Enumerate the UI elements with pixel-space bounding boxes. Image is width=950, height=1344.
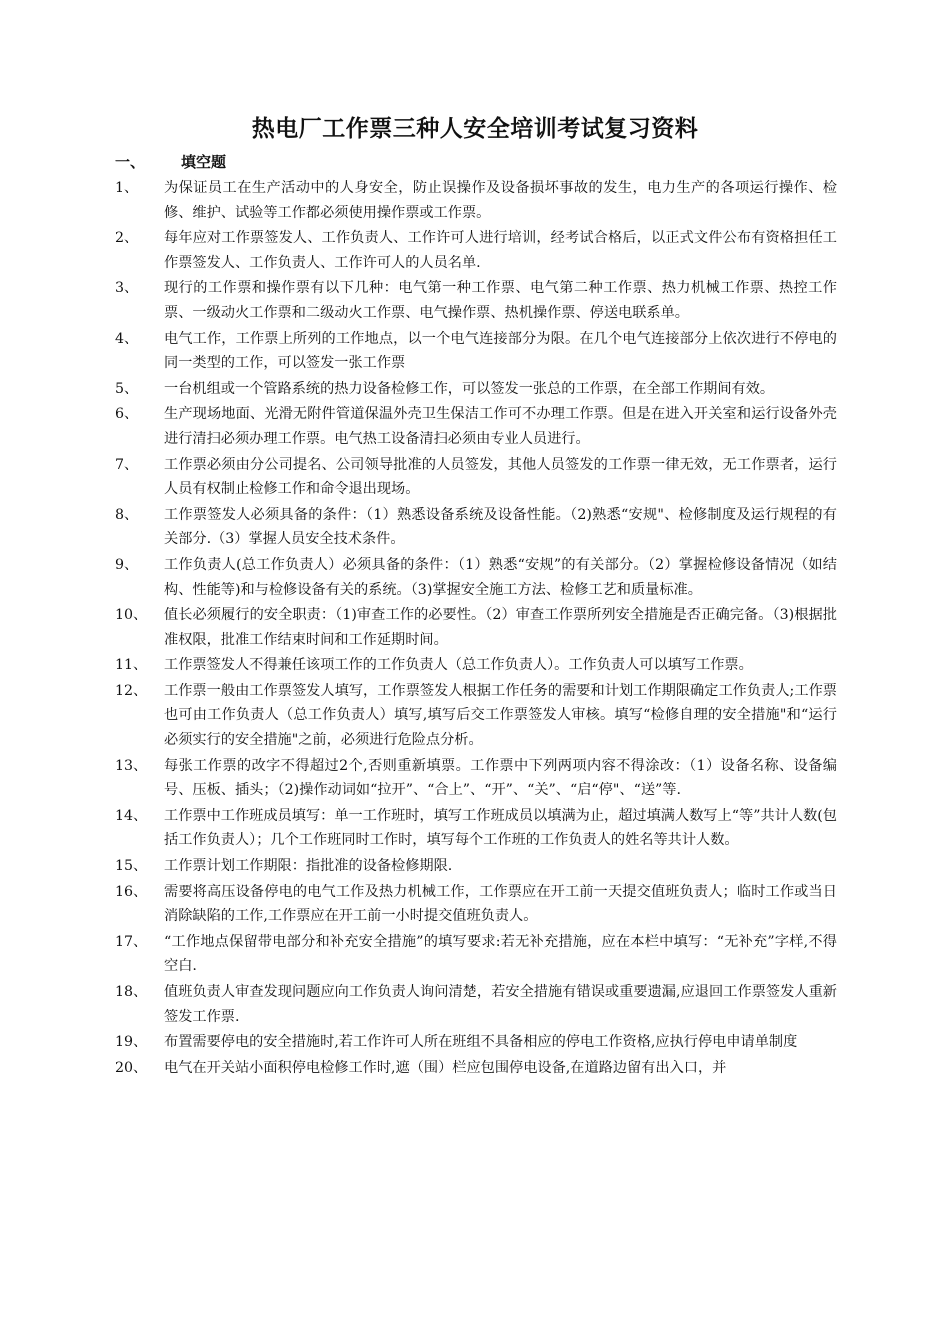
list-item bbox=[115, 679, 837, 753]
section-number: 一、 bbox=[115, 153, 146, 171]
item-text: 现行的工作票和操作票有以下几种：电气第一种工作票、电气第二种工作票、热力机械工作票、热控工作票、一级动火工作票和二级动火工作票、电气操作票、热机操作票、停送电联系单。 bbox=[164, 280, 837, 321]
item-number: 8、 bbox=[115, 506, 139, 523]
item-text: 工作票中工作班成员填写：单一工作班时，填写工作班成员以填满为止，超过填满人数写上“等”共计人数(包括工作负责人）；几个工作班同时工作时，填写每个工作班的工作负责人的姓名等共计人数。 bbox=[164, 807, 837, 849]
list-item bbox=[115, 653, 837, 678]
list-item bbox=[115, 327, 837, 376]
item-number: 2、 bbox=[115, 230, 139, 247]
section-heading bbox=[115, 151, 226, 172]
list-item bbox=[115, 402, 837, 451]
item-text: 布置需要停电的安全措施时,若工作许可人所在班组不具备相应的停电工作资格,应执行停电申请单制度 bbox=[164, 1034, 798, 1051]
item-text: 工作票计划工作期限：指批准的设备检修期限. bbox=[164, 858, 453, 875]
list-item bbox=[115, 880, 837, 929]
item-text: 值班负责人审查发现问题应向工作负责人询问清楚，若安全措施有错误或重要遗漏,应退回工作票签发人重新签发工作票. bbox=[164, 984, 837, 1025]
list-item bbox=[115, 503, 837, 552]
item-text: 工作票一般由工作票签发人填写，工作票签发人根据工作任务的需要和计划工作期限确定工作负责人;工作票也可由工作负责人（总工作负责人）填写,填写后交工作票签发人审核。填写“检修自理的安全措施"和“运行必须实行的安全措施"之前，必须进行危险点分析。 bbox=[164, 682, 837, 749]
list-item bbox=[115, 754, 837, 803]
item-number: 15、 bbox=[115, 858, 148, 875]
item-text: 工作票签发人不得兼任该项工作的工作负责人（总工作负责人）。工作负责人可以填写工作票。 bbox=[164, 657, 753, 674]
item-number: 20、 bbox=[115, 1059, 148, 1076]
list-item bbox=[115, 930, 837, 979]
item-text: “工作地点保留带电部分和补充安全措施”的填写要求:若无补充措施，应在本栏中填写：“无补充”字样,不得空白. bbox=[164, 933, 837, 975]
list-item bbox=[115, 377, 837, 402]
item-text: 每年应对工作票签发人、工作负责人、工作许可人进行培训，经考试合格后，以正式文件公布有资格担任工作票签发人、工作负责人、工作许可人的人员名单. bbox=[164, 230, 837, 271]
item-text: 工作票必须由分公司提名、公司领导批准的人员签发，其他人员签发的工作票一律无效，无工作票者，运行人员有权制止检修工作和命令退出现场。 bbox=[164, 456, 837, 498]
section-title: 填空题 bbox=[181, 153, 227, 171]
item-number: 11、 bbox=[115, 657, 148, 674]
item-number: 7、 bbox=[115, 456, 139, 473]
list-item bbox=[115, 276, 837, 325]
item-text: 值长必须履行的安全职责：（1)审查工作的必要性。（2）审查工作票所列安全措施是否正确完备。（3)根据批准权限，批准工作结束时间和工作延期时间。 bbox=[164, 607, 837, 648]
item-text: 生产现场地面、光滑无附件管道保温外壳卫生保洁工作可不办理工作票。但是在进入开关室和运行设备外壳进行清扫必须办理工作票。电气热工设备清扫必须由专业人员进行。 bbox=[164, 406, 837, 447]
item-text: 为保证员工在生产活动中的人身安全，防止误操作及设备损坏事故的发生，电力生产的各项运行操作、检修、维护、试验等工作都必须使用操作票或工作票。 bbox=[164, 180, 837, 221]
list-item bbox=[115, 553, 837, 602]
item-number: 5、 bbox=[115, 380, 139, 397]
list-item bbox=[115, 854, 837, 879]
item-number: 18、 bbox=[115, 984, 148, 1000]
list-item bbox=[115, 1030, 837, 1055]
item-text: 电气工作，工作票上所列的工作地点，以一个电气连接部分为限。在几个电气连接部分上依次进行不停电的同一类型的工作，可以签发一张工作票 bbox=[164, 330, 837, 372]
document-title: 热电厂工作票三种人安全培训考试复习资料 bbox=[251, 116, 699, 142]
item-number: 13、 bbox=[115, 757, 148, 774]
list-item bbox=[115, 453, 837, 502]
item-number: 14、 bbox=[115, 807, 148, 824]
item-number: 1、 bbox=[115, 180, 139, 196]
list-item bbox=[115, 226, 837, 275]
item-number: 6、 bbox=[115, 406, 139, 423]
question-list bbox=[115, 176, 837, 1081]
item-number: 10、 bbox=[115, 607, 148, 624]
list-item bbox=[115, 603, 837, 652]
item-number: 17、 bbox=[115, 933, 148, 950]
list-item bbox=[115, 176, 837, 225]
item-text: 每张工作票的改字不得超过2个,否则重新填票。工作票中下列两项内容不得涂改：（1）设备名称、设备编号、压板、插头；（2)操作动词如“拉开”、“合上”、“开”、“关”、“启“停"、“送”等. bbox=[164, 757, 837, 799]
item-number: 12、 bbox=[115, 682, 148, 699]
list-item bbox=[115, 980, 837, 1029]
item-text: 电气在开关站小面积停电检修工作时,遮（围）栏应包围停电设备,在道路边留有出入口，并 bbox=[164, 1059, 727, 1076]
item-number: 4、 bbox=[115, 330, 139, 347]
item-number: 3、 bbox=[115, 280, 139, 297]
item-number: 16、 bbox=[115, 883, 148, 900]
item-text: 一台机组或一个管路系统的热力设备检修工作，可以签发一张总的工作票，在全部工作期间有效。 bbox=[164, 380, 775, 397]
item-number: 9、 bbox=[115, 556, 139, 573]
list-item bbox=[115, 804, 837, 853]
item-text: 工作负责人(总工作负责人）必须具备的条件：（1）熟悉“安规”的有关部分。（2）掌握检修设备情况（如结构、性能等)和与检修设备有关的系统。（3)掌握安全施工方法、检修工艺和质量标准。 bbox=[164, 556, 837, 598]
item-text: 工作票签发人必须具备的条件：（1）熟悉设备系统及设备性能。（2)熟悉“安规"、检修制度及运行规程的有关部分.（3）掌握人员安全技术条件。 bbox=[164, 506, 837, 548]
item-text: 需要将高压设备停电的电气工作及热力机械工作，工作票应在开工前一天提交值班负责人；临时工作或当日消除缺陷的工作,工作票应在开工前一小时提交值班负责人。 bbox=[164, 883, 837, 925]
item-number: 19、 bbox=[115, 1034, 148, 1051]
list-item bbox=[115, 1056, 837, 1081]
